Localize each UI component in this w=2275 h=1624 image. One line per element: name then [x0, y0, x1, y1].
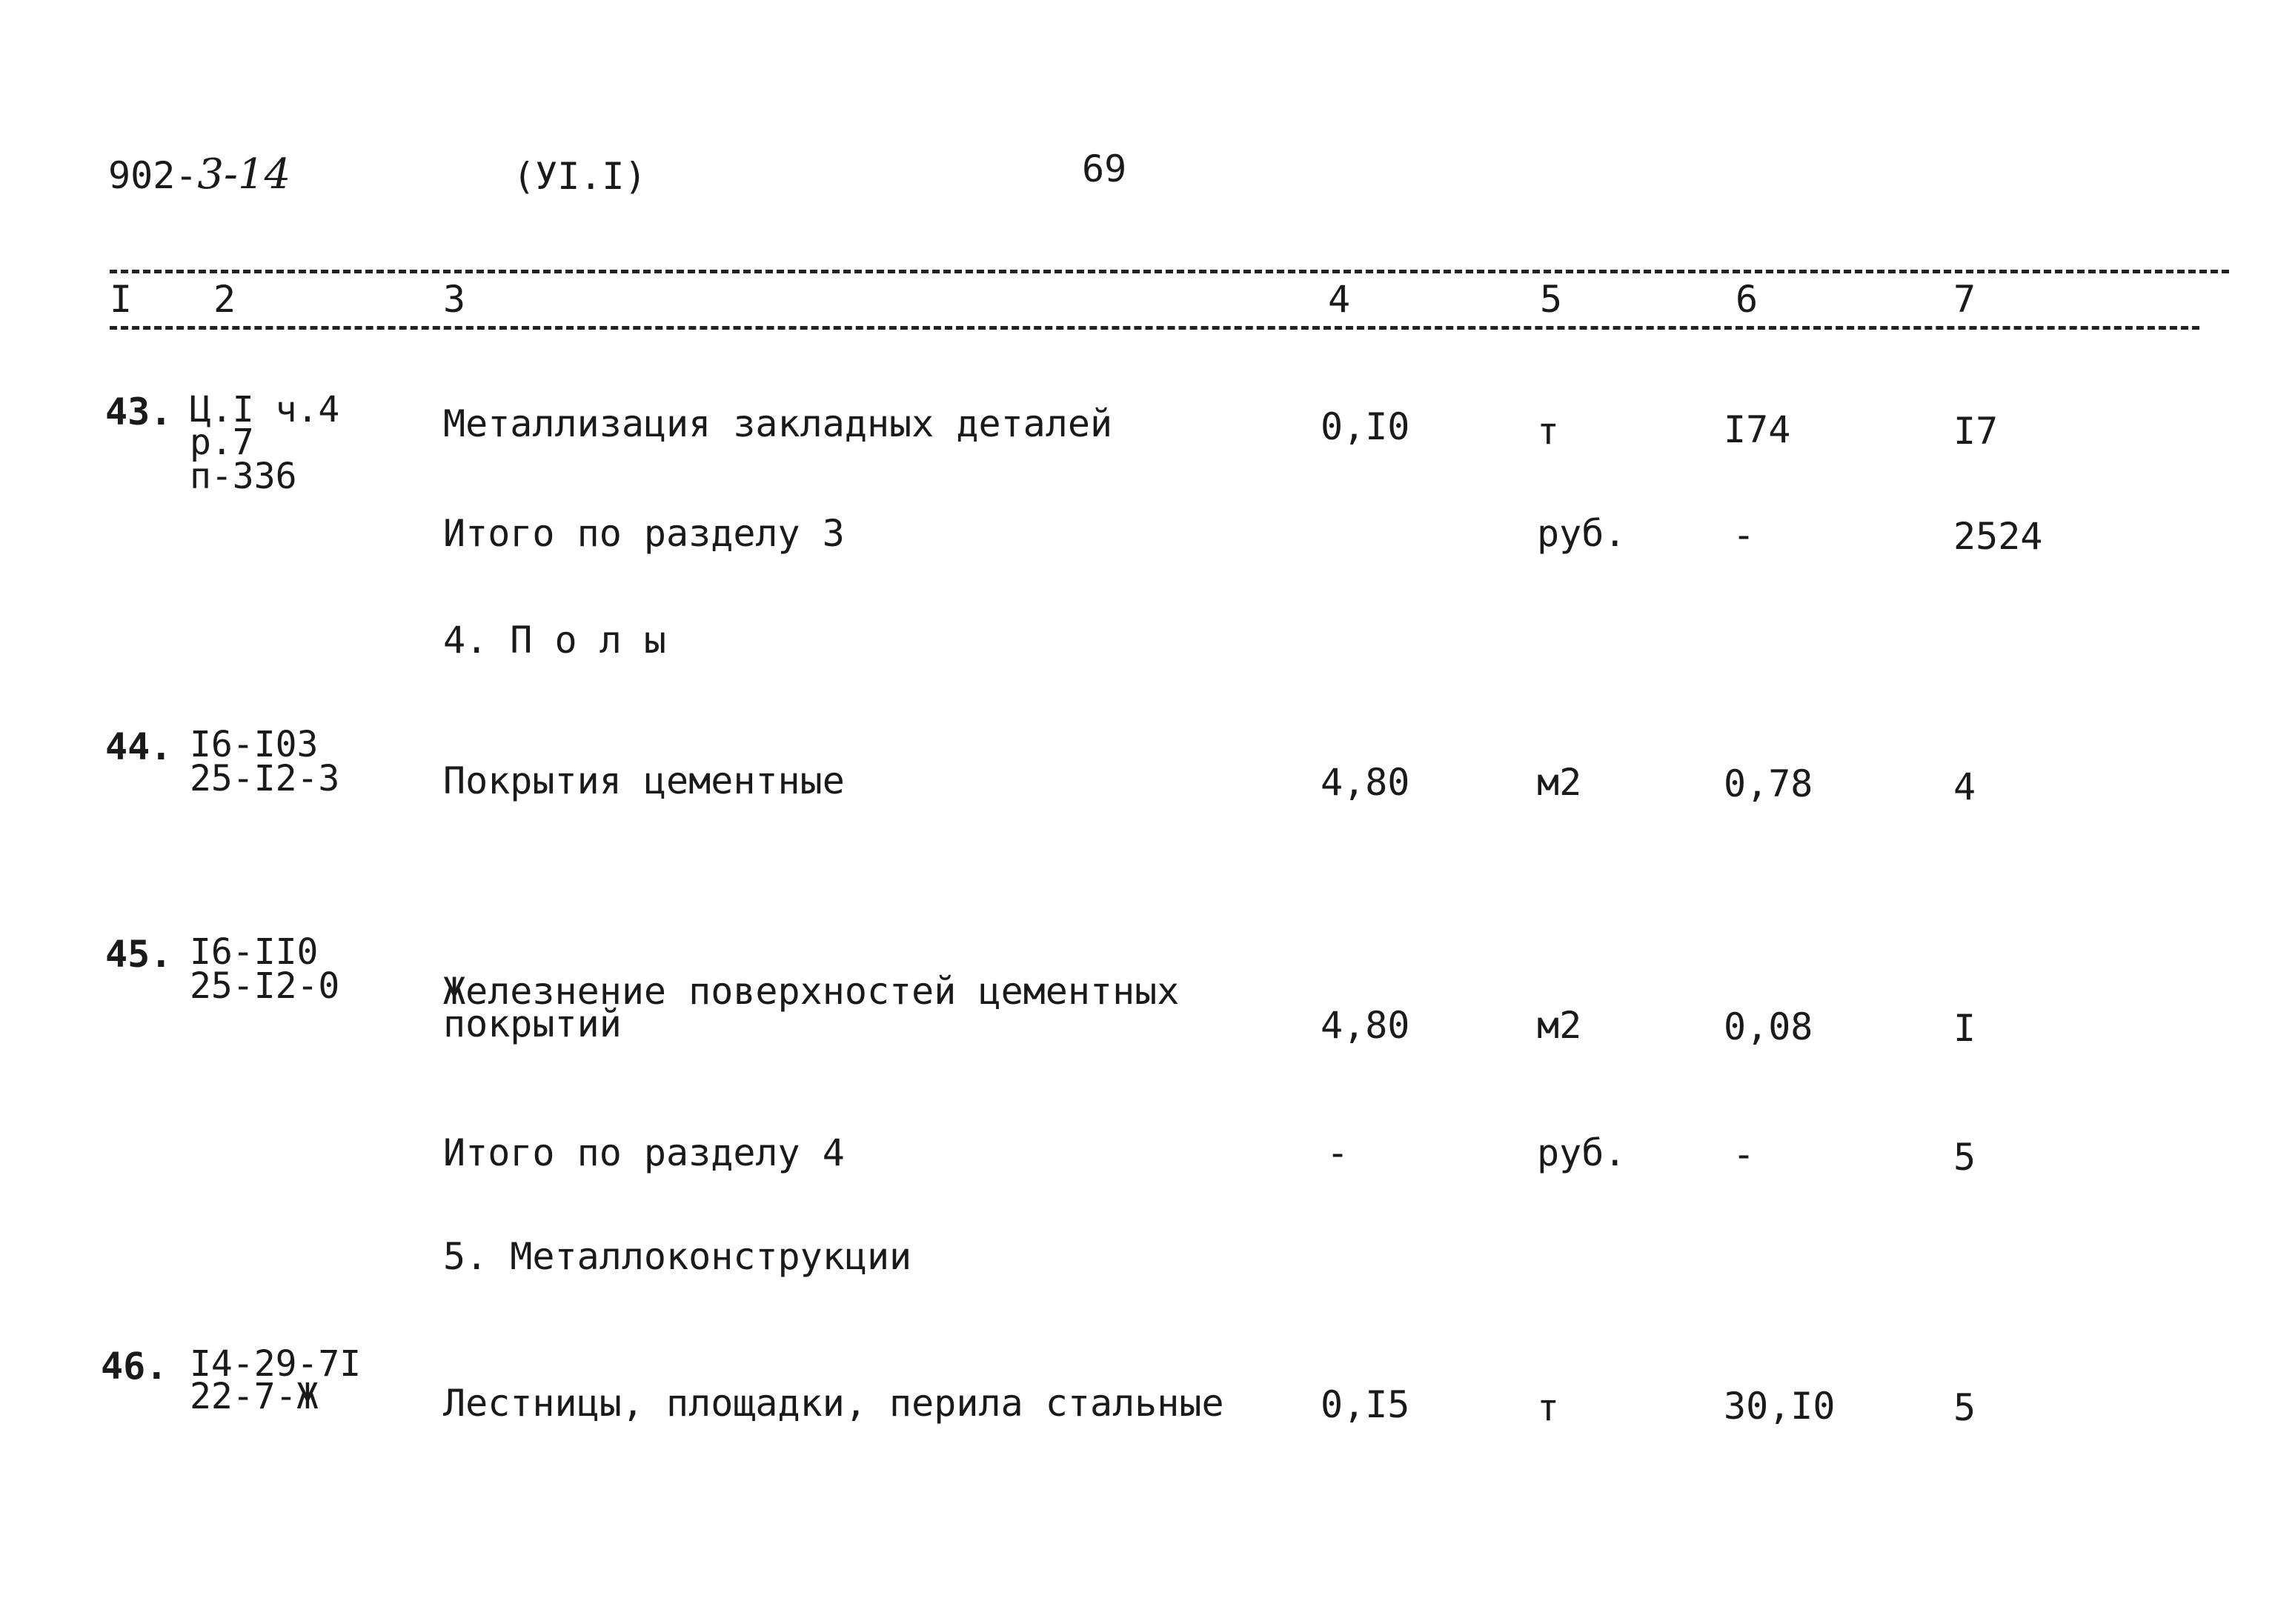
column-number-5: 5 — [1540, 278, 1563, 321]
row-total: I — [1953, 1007, 1976, 1050]
row-number: 46. — [101, 1345, 168, 1388]
row-quantity: 0,I0 — [1321, 405, 1410, 448]
document-number-handwritten: 3-14 — [197, 150, 291, 199]
header-top-rule — [110, 270, 2229, 273]
row-reference-line: I6-I03 — [190, 724, 319, 765]
row-unit: м2 — [1537, 1004, 1582, 1047]
subtotal-total: 5 — [1953, 1136, 1976, 1179]
column-number-7: 7 — [1953, 278, 1976, 321]
subtotal-unit: руб. — [1537, 512, 1627, 555]
row-reference-line: 25-I2-0 — [190, 965, 340, 1007]
row-total: 5 — [1953, 1386, 1976, 1429]
row-name-line: Железнение поверхностей цементных — [443, 970, 1180, 1013]
row-reference-line: Ц.I ч.4 — [190, 389, 340, 430]
section-code: (УI.I) — [513, 155, 647, 198]
subtotal-total: 2524 — [1953, 515, 2043, 558]
row-quantity: 0,I5 — [1321, 1383, 1410, 1426]
subtotal-price: - — [1733, 1133, 1756, 1176]
subtotal-name: Итого по разделу 4 — [443, 1131, 845, 1174]
row-total: I7 — [1953, 410, 1999, 453]
row-name-line: покрытий — [443, 1002, 622, 1045]
row-reference-line: р.7 — [190, 422, 254, 463]
subtotal-unit: руб. — [1537, 1131, 1627, 1174]
page-number: 69 — [1082, 147, 1127, 190]
section-heading: 4. П о л ы — [443, 619, 667, 662]
column-number-2: 2 — [213, 278, 236, 321]
row-price: 30,I0 — [1724, 1385, 1836, 1428]
column-number-4: 4 — [1328, 278, 1351, 321]
row-total: 4 — [1953, 765, 1976, 808]
row-name: Металлизация закладных деталей — [443, 402, 1113, 445]
row-name: Лестницы, площадки, перила стальные — [443, 1382, 1224, 1425]
row-unit: т — [1537, 410, 1560, 453]
row-number: 45. — [105, 933, 173, 976]
row-unit: т — [1537, 1386, 1560, 1429]
section-heading: 5. Металлоконструкции — [443, 1235, 912, 1278]
header-bottom-rule — [110, 326, 2199, 330]
subtotal-price: - — [1733, 513, 1756, 556]
subtotal-name: Итого по разделу 3 — [443, 512, 845, 555]
row-price: 0,78 — [1724, 762, 1813, 805]
row-price: 0,08 — [1724, 1005, 1813, 1048]
document-number — [108, 150, 291, 199]
row-reference-line: I6-II0 — [190, 931, 319, 973]
subtotal-quantity: - — [1326, 1131, 1349, 1174]
row-quantity: 4,80 — [1321, 1004, 1410, 1047]
column-number-3: 3 — [443, 278, 466, 321]
row-unit: м2 — [1537, 761, 1582, 804]
document-number-printed: 902- — [108, 154, 198, 197]
row-reference-line: п-336 — [190, 456, 297, 497]
row-reference-line: I4-29-7I — [190, 1343, 362, 1385]
row-price: I74 — [1724, 408, 1791, 451]
column-number-1: I — [110, 278, 133, 321]
row-quantity: 4,80 — [1321, 761, 1410, 804]
row-reference-line: 25-I2-3 — [190, 758, 340, 799]
row-number: 44. — [105, 725, 173, 768]
row-reference-line: 22-7-Ж — [190, 1376, 319, 1417]
row-number: 43. — [105, 390, 173, 433]
column-number-6: 6 — [1736, 278, 1758, 321]
row-name: Покрытия цементные — [443, 759, 845, 802]
